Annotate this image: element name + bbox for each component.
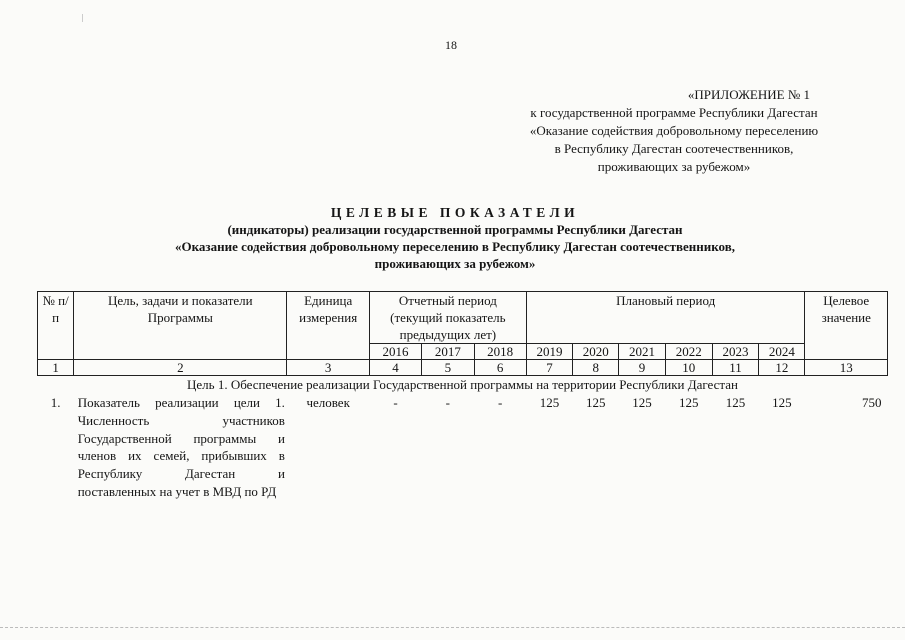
header-goal: Цель, задачи и показатели Программы <box>74 292 287 360</box>
row-num: 1. <box>50 395 61 410</box>
document-title <box>95 204 815 272</box>
indicators-table <box>37 291 888 501</box>
column-number: 8 <box>573 360 619 376</box>
year-cell: 2016 <box>369 344 421 360</box>
column-number: 12 <box>759 360 805 376</box>
column-number: 2 <box>74 360 287 376</box>
plan-value: 125 <box>772 395 792 410</box>
year-cell: 2023 <box>712 344 758 360</box>
title-line-3: «Оказание содействия добровольному переселению в Республику Дагестан соотечественников, <box>174 239 736 254</box>
column-number: 9 <box>619 360 665 376</box>
appendix-line-3: «Оказание содействия добровольному переселению <box>529 123 819 138</box>
report-value: - <box>393 395 398 410</box>
scan-artifact <box>82 14 83 22</box>
year-cell: 2019 <box>526 344 572 360</box>
row-indicator: Показатель реализации цели 1. Численность участников Государственной программы и членов их семей, прибывших в Республику Дагестан и поставленных на учет в МВД по РД <box>77 395 285 499</box>
plan-value: 125 <box>679 395 699 410</box>
year-cell: 2024 <box>759 344 805 360</box>
goal-row <box>38 376 888 394</box>
appendix-line-1: «ПРИЛОЖЕНИЕ № 1 <box>687 87 810 102</box>
column-number: 7 <box>526 360 572 376</box>
column-number: 5 <box>422 360 474 376</box>
column-number-row <box>38 360 888 376</box>
row-unit: человек <box>306 395 350 410</box>
title-line-2: (индикаторы) реализации государственной программы Республики Дагестан <box>227 222 683 237</box>
appendix-line-4: в Республику Дагестан соотечественников, <box>554 141 794 156</box>
header-target: Целевое значение <box>805 292 888 360</box>
header-num: № п/п <box>38 292 74 360</box>
appendix-line-5: проживающих за рубежом» <box>597 159 751 174</box>
year-cell: 2020 <box>573 344 619 360</box>
report-value: - <box>497 395 503 410</box>
header-plan-period: Плановый период <box>526 292 805 344</box>
appendix-heading <box>494 86 854 176</box>
table-row <box>38 393 888 501</box>
scan-bottom-edge <box>0 627 905 629</box>
column-number: 11 <box>712 360 758 376</box>
plan-value: 125 <box>725 395 746 410</box>
column-number: 1 <box>38 360 74 376</box>
header-unit: Единица измерения <box>287 292 369 360</box>
title-line-4: проживающих за рубежом» <box>374 256 536 271</box>
title-line-1: ЦЕЛЕВЫЕ ПОКАЗАТЕЛИ <box>330 205 580 220</box>
report-value: - <box>445 395 451 410</box>
plan-value: 125 <box>585 395 606 410</box>
column-number: 10 <box>665 360 712 376</box>
row-target: 750 <box>862 395 882 410</box>
plan-value: 125 <box>539 395 560 410</box>
column-number: 13 <box>805 360 888 376</box>
year-cell: 2018 <box>474 344 526 360</box>
page-number: 18 <box>445 38 457 52</box>
plan-value: 125 <box>632 395 652 410</box>
year-cell: 2022 <box>665 344 712 360</box>
year-cell: 2017 <box>422 344 474 360</box>
year-cell: 2021 <box>619 344 665 360</box>
column-number: 3 <box>287 360 369 376</box>
appendix-line-2: к государственной программе Республики Дагестан <box>530 105 818 120</box>
column-number: 4 <box>369 360 421 376</box>
goal-title: Цель 1. Обеспечение реализации Государственной программы на территории Республики Дагестан <box>187 377 738 392</box>
column-number: 6 <box>474 360 526 376</box>
header-report-period: Отчетный период (текущий показатель предыдущих лет) <box>369 292 526 344</box>
